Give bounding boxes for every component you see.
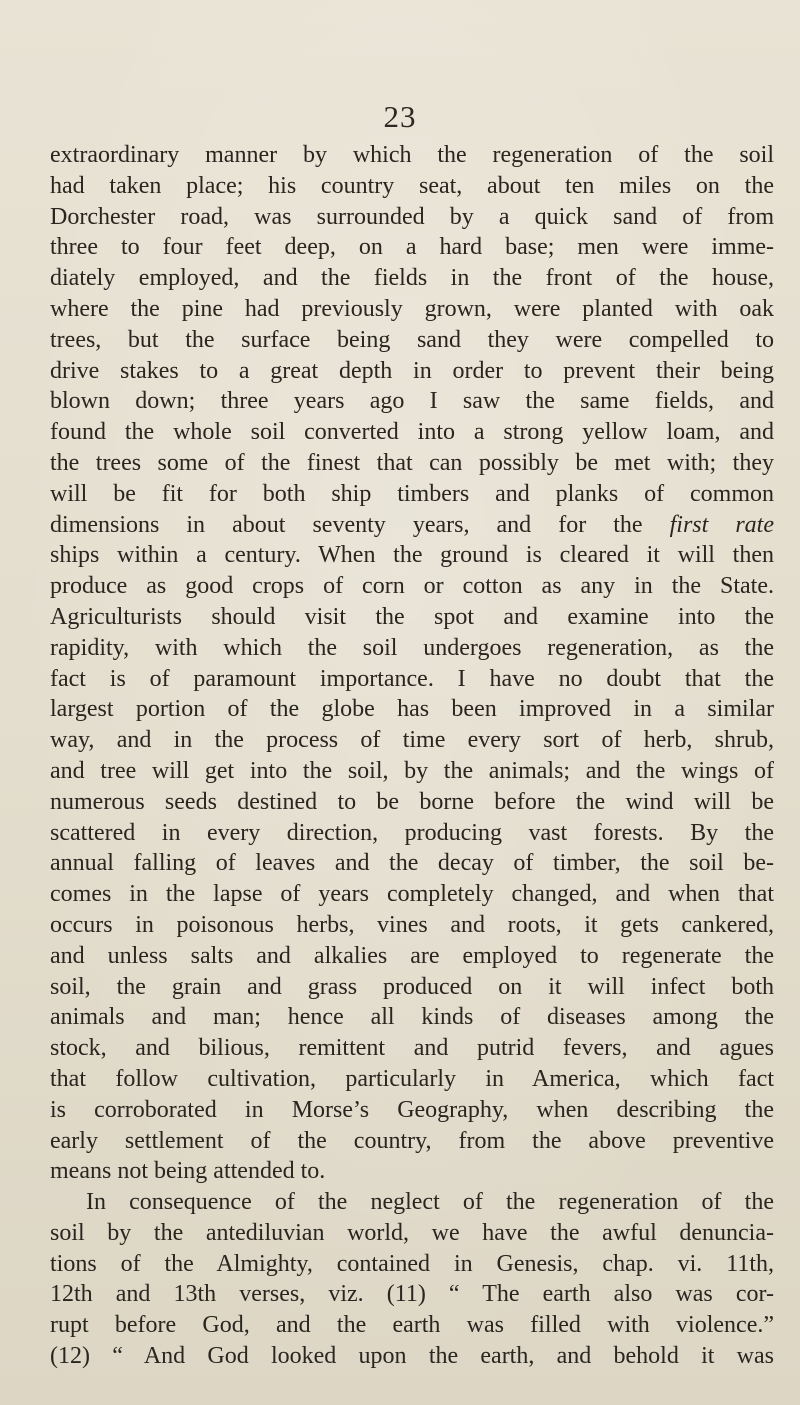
- text-line: comes in the lapse of years completely changed, and when that: [50, 881, 774, 908]
- text-line: way, and in the process of time every sort of herb, shrub,: [50, 727, 774, 754]
- body-text: [50, 140, 774, 1372]
- text-line: and tree will get into the soil, by the animals; and the wings of: [50, 757, 774, 784]
- text-line: where the pine had previously grown, were planted with oak: [50, 295, 774, 322]
- text-line: scattered in every direction, producing vast forests. By the: [50, 819, 774, 846]
- page-number: 23: [383, 99, 417, 134]
- text-line: that follow cultivation, particularly in America, which fact: [50, 1065, 774, 1092]
- text-line: will be fit for both ship timbers and planks of common: [50, 480, 774, 507]
- text-line: and unless salts and alkalies are employed to regenerate the: [50, 942, 774, 969]
- text-line: drive stakes to a great depth in order to prevent their being: [50, 357, 774, 384]
- paragraph-2: [50, 1187, 774, 1372]
- italic-emphasis: first rate: [669, 511, 774, 538]
- text-line: Agriculturists should visit the spot and examine into the: [50, 603, 774, 630]
- text-line: found the whole soil converted into a strong yellow loam, and: [50, 419, 774, 446]
- text-line: stock, and bilious, remittent and putrid fevers, and agues: [50, 1035, 774, 1062]
- text-line-with-italic: dimensions in about seventy years, and for the first rate: [50, 511, 774, 538]
- text-line: fact is of paramount importance. I have no doubt that the: [50, 665, 774, 692]
- text-line: numerous seeds destined to be borne before the wind will be: [50, 788, 774, 815]
- text-line: ships within a century. When the ground is cleared it will then: [50, 542, 774, 569]
- text-line: produce as good crops of corn or cotton as any in the State.: [50, 573, 774, 600]
- text-line: occurs in poisonous herbs, vines and roots, it gets cankered,: [50, 911, 774, 938]
- text-line: rupt before God, and the earth was filled with violence.”: [50, 1312, 774, 1339]
- text-line: In consequence of the neglect of the regeneration of the: [86, 1189, 774, 1216]
- text-line: three to four feet deep, on a hard base; men were imme-: [50, 234, 774, 261]
- text-line: Dorchester road, was surrounded by a quick sand of from: [50, 203, 774, 230]
- text-line: the trees some of the finest that can possibly be met with; they: [50, 449, 774, 476]
- text-line: animals and man; hence all kinds of diseases among the: [50, 1004, 774, 1031]
- text-line: extraordinary manner by which the regeneration of the soil: [50, 142, 774, 168]
- text-line: rapidity, with which the soil undergoes regeneration, as the: [50, 634, 774, 661]
- paragraph-1: [50, 140, 774, 1187]
- text-line: means not being attended to.: [50, 1158, 326, 1185]
- text-line: 12th and 13th verses, viz. (11) “ The earth also was cor-: [50, 1281, 774, 1308]
- text-line: early settlement of the country, from the above preventive: [50, 1127, 774, 1154]
- text-line: tions of the Almighty, contained in Genesis, chap. vi. 11th,: [50, 1250, 774, 1277]
- text-line: had taken place; his country seat, about ten miles on the: [50, 172, 774, 199]
- text-line: trees, but the surface being sand they were compelled to: [50, 326, 774, 353]
- text-line: annual falling of leaves and the decay of timber, the soil be-: [50, 850, 774, 877]
- text-line: (12) “ And God looked upon the earth, and behold it was: [50, 1343, 774, 1370]
- text-line: soil by the antediluvian world, we have the awful denuncia-: [50, 1219, 774, 1246]
- text-line: blown down; three years ago I saw the same fields, and: [50, 388, 774, 415]
- text-line: soil, the grain and grass produced on it will infect both: [50, 973, 774, 1000]
- text-line: largest portion of the globe has been improved in a similar: [50, 696, 774, 723]
- text-line: is corroborated in Morse’s Geography, when describing the: [50, 1096, 774, 1123]
- text-line: diately employed, and the fields in the front of the house,: [50, 265, 774, 292]
